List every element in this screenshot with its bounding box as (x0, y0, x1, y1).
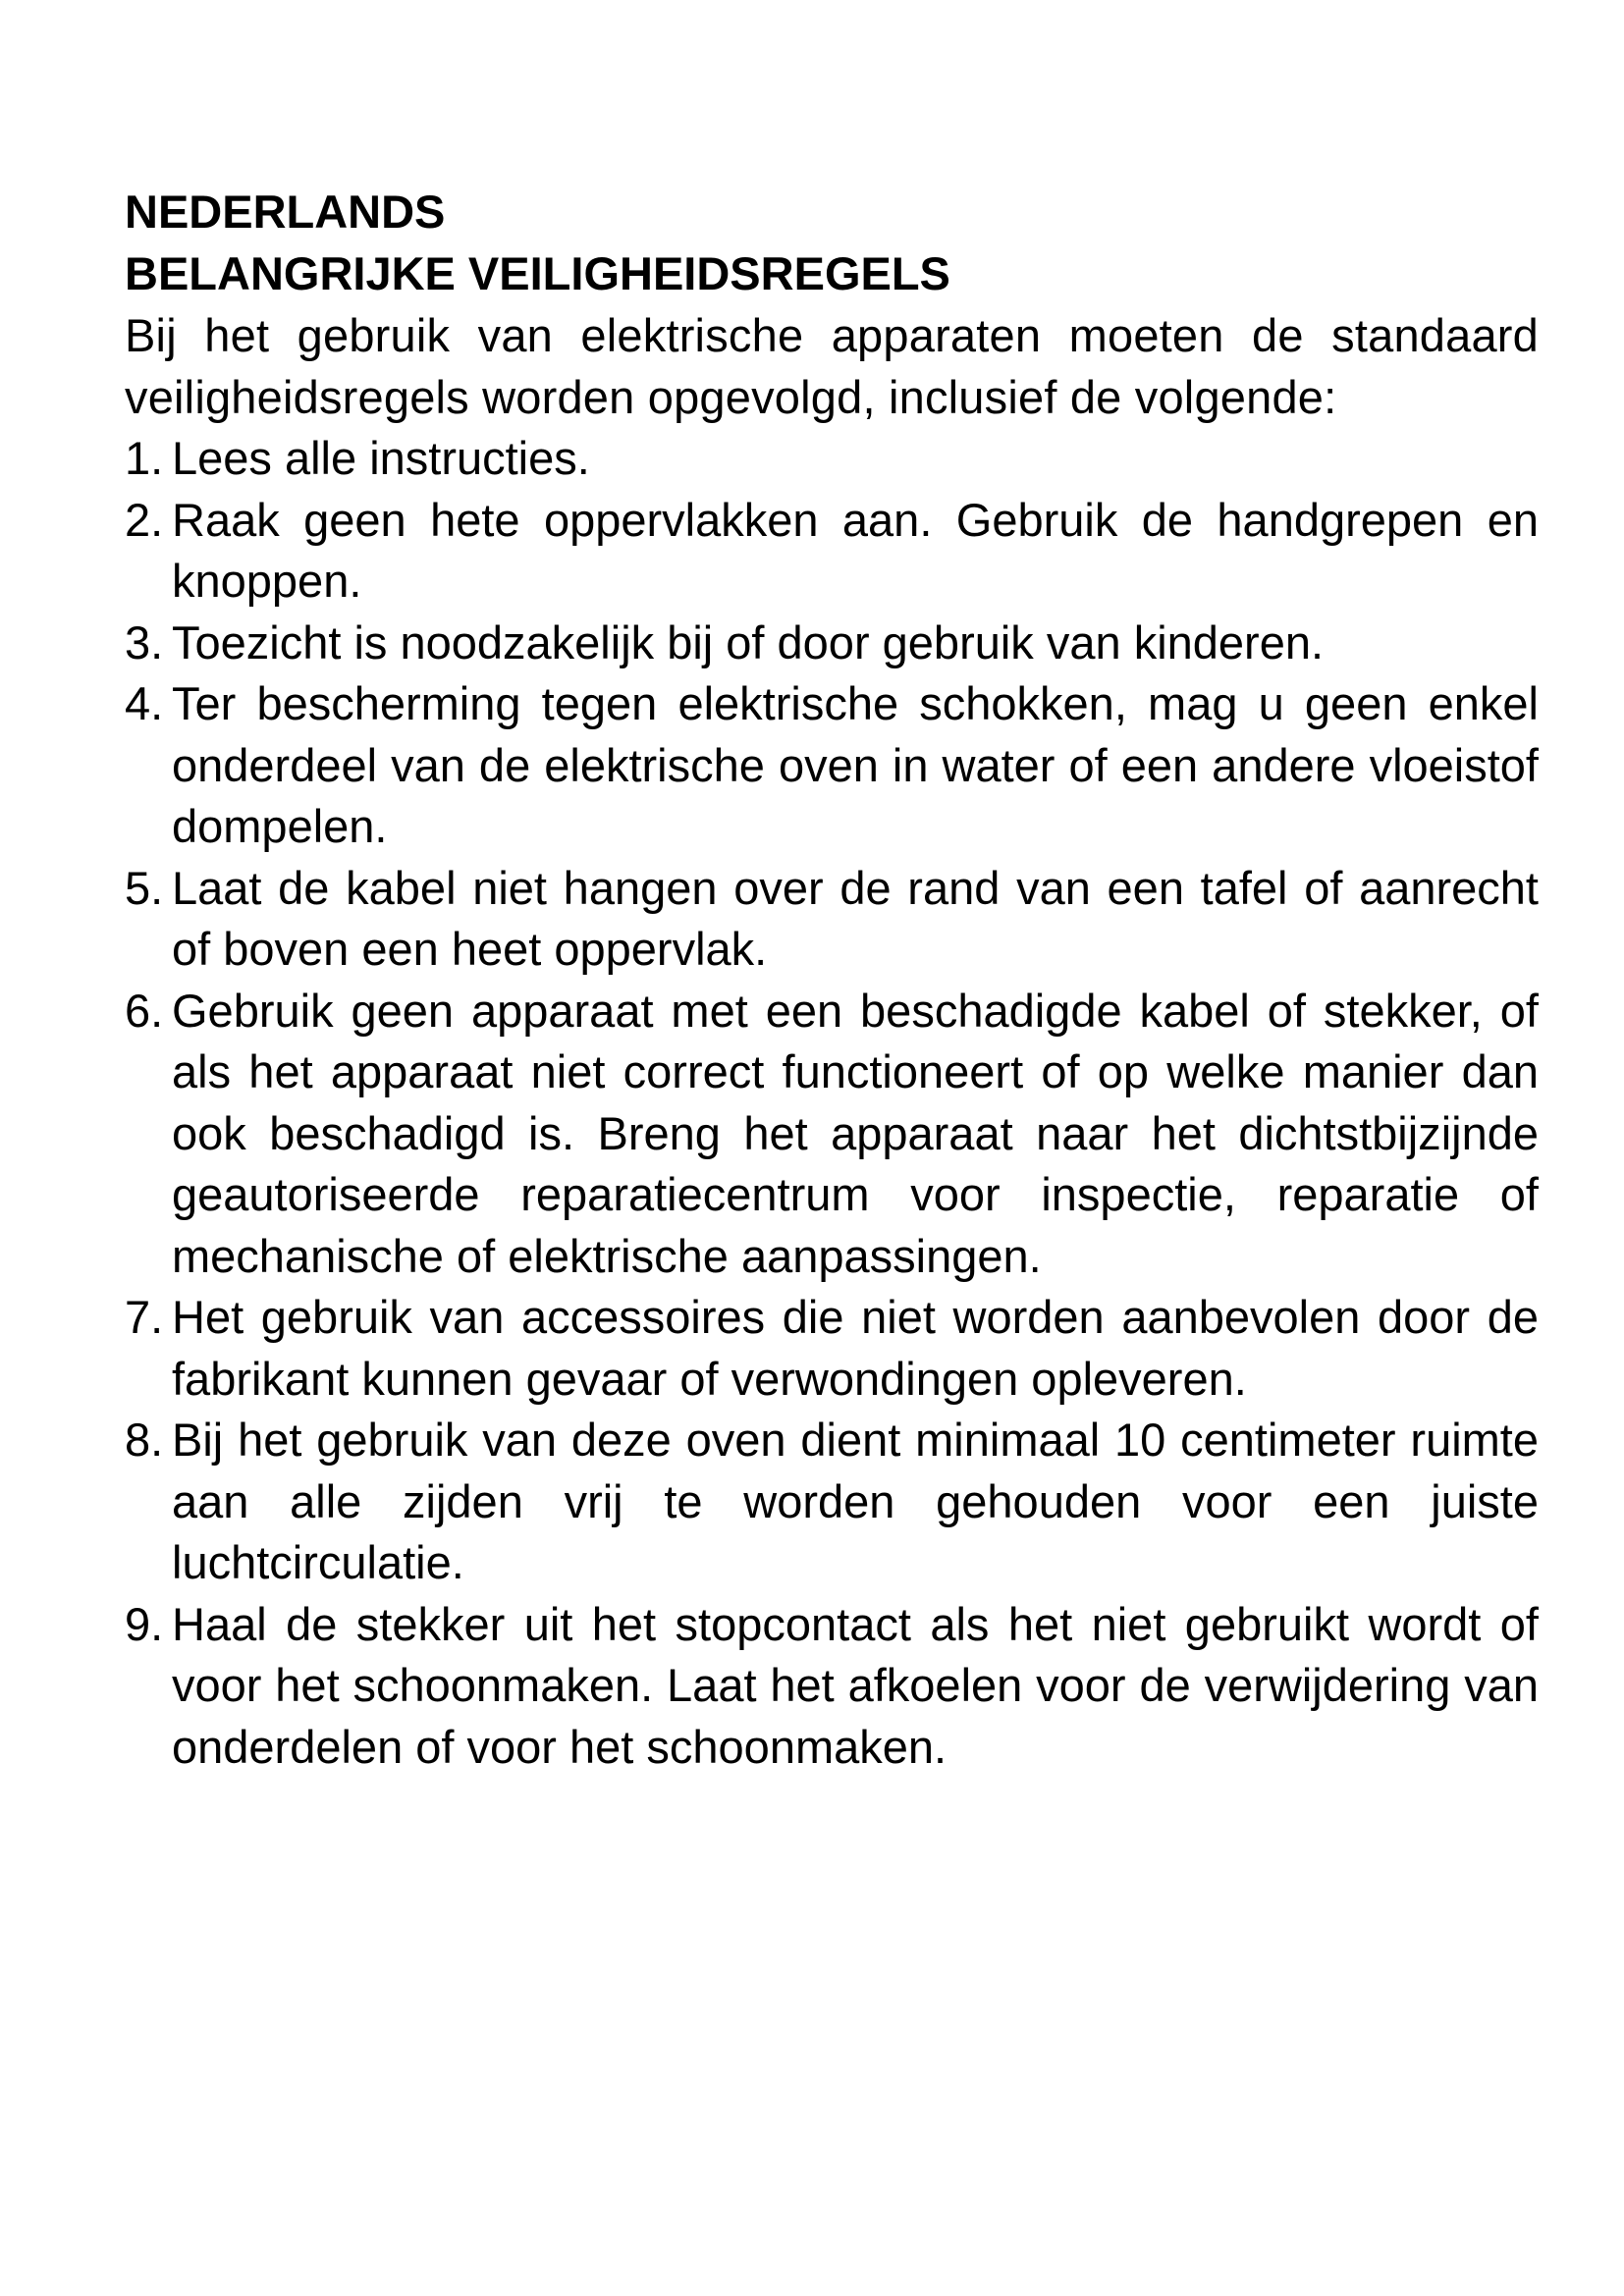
list-item (125, 1594, 1539, 1779)
list-item (125, 1410, 1539, 1594)
section-heading: BELANGRIJKE VEILIGHEIDSREGELS (125, 247, 950, 299)
list-item-number: 3. (125, 615, 164, 668)
list-item-number: 6. (125, 984, 164, 1037)
list-item-number: 4. (125, 677, 164, 729)
safety-rules-list (125, 428, 1539, 1778)
list-item-text: Bij het gebruik van deze oven dient minimaal 10 centimeter ruimte aan alle zijden vrij te worden gehouden voor een juiste luchtcirculatie. (172, 1414, 1539, 1588)
list-item (125, 1287, 1539, 1410)
list-item (125, 428, 1539, 490)
list-item-text: Ter bescherming tegen elektrische schokken, mag u geen enkel onderdeel van de elektrische oven in water of een andere vloeistof dompelen. (172, 677, 1539, 852)
list-item-number: 5. (125, 861, 164, 914)
list-item (125, 981, 1539, 1288)
list-item (125, 613, 1539, 674)
list-item-number: 8. (125, 1414, 164, 1466)
list-item-number: 1. (125, 432, 164, 484)
list-item (125, 858, 1539, 981)
document-page (125, 181, 1539, 1778)
list-item-text: Laat de kabel niet hangen over de rand van een tafel of aanrecht of boven een heet oppervlak. (172, 861, 1539, 975)
list-item-text: Haal de stekker uit het stopcontact als het niet gebruikt wordt of voor het schoonmaken. Laat het afkoelen voor de verwijdering van onderdelen of voor het schoonmaken. (172, 1597, 1539, 1773)
list-item-number: 9. (125, 1597, 164, 1650)
list-item-text: Gebruik geen apparaat met een beschadigde kabel of stekker, of als het apparaat niet correct functioneert of op welke manier dan ook beschadigd is. Breng het apparaat naar het dichtstbijzijnde geautoriseerde reparatiecentrum voor inspectie, reparatie of mechanische of elektrische aanpassingen. (172, 984, 1539, 1282)
list-item-text: Het gebruik van accessoires die niet worden aanbevolen door de fabrikant kunnen gevaar of verwondingen opleveren. (172, 1291, 1539, 1405)
list-item-number: 7. (125, 1291, 164, 1343)
language-heading: NEDERLANDS (125, 186, 446, 238)
intro-paragraph: Bij het gebruik van elektrische apparaten moeten de standaard veiligheidsregels worden opgevolgd, inclusief de volgende: (125, 309, 1539, 423)
list-item-text: Raak geen hete oppervlakken aan. Gebruik de handgrepen en knoppen. (172, 493, 1539, 607)
list-item (125, 673, 1539, 858)
list-item-number: 2. (125, 493, 164, 546)
list-item-text: Toezicht is noodzakelijk bij of door gebruik van kinderen. (172, 615, 1325, 668)
list-item (125, 490, 1539, 613)
list-item-text: Lees alle instructies. (172, 432, 590, 484)
